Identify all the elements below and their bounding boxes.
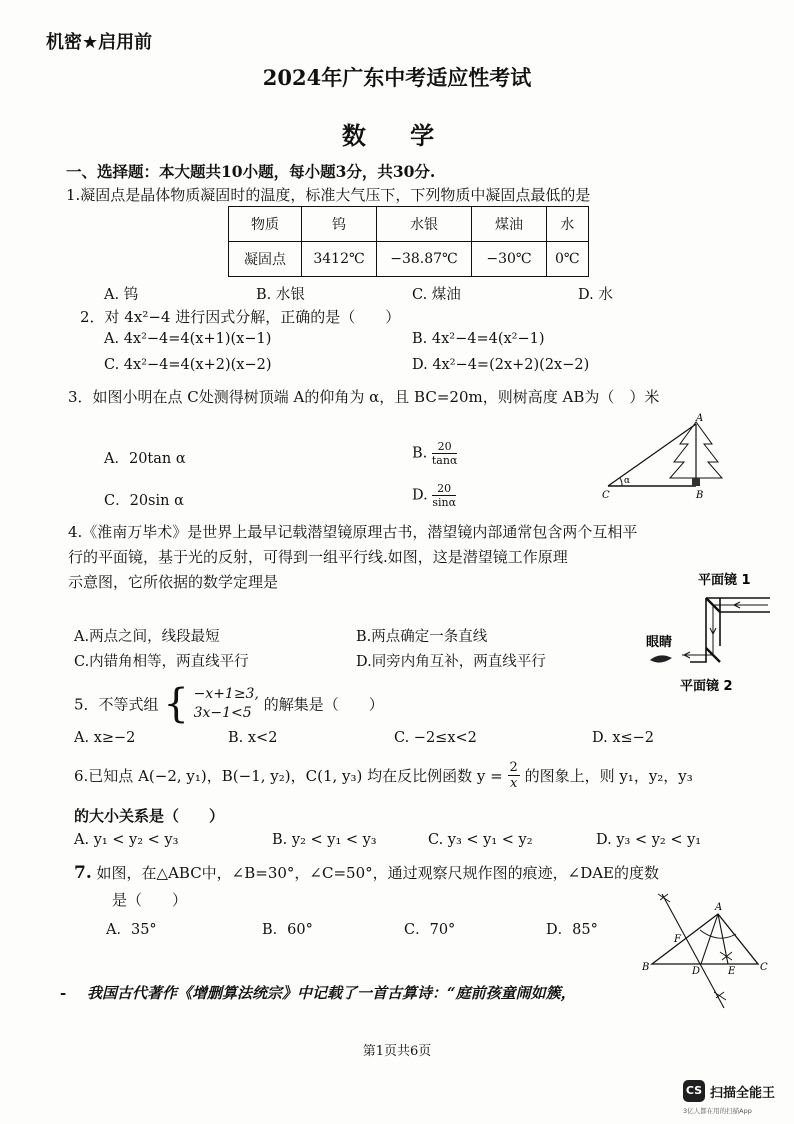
table-row bbox=[229, 242, 589, 277]
brace-icon: { bbox=[163, 681, 189, 727]
q1-option-b: B. 水银 bbox=[256, 287, 305, 303]
scanner-brand: 扫描全能王 bbox=[710, 1086, 776, 1101]
eye-label: 眼睛 bbox=[646, 635, 673, 650]
q6-option-c: C. y₃ < y₁ < y₂ bbox=[428, 832, 533, 848]
q3-option-c: C．20sin α bbox=[104, 493, 184, 509]
table-cell: 3412℃ bbox=[302, 242, 377, 277]
section-heading: 一、选择题：本大题共10小题，每小题3分，共30分. bbox=[66, 162, 436, 181]
subject-title: 数 学 bbox=[341, 121, 453, 150]
q5-inequality-1: −x+1≥3, bbox=[193, 686, 259, 702]
q6-option-b: B. y₂ < y₁ < y₃ bbox=[272, 832, 377, 848]
angle-arc bbox=[620, 478, 622, 486]
q3-option-a: A．20tan α bbox=[104, 451, 186, 467]
freezing-point-table bbox=[228, 206, 589, 277]
q3-stem: 3．如图小明在点 C处测得树顶端 A的仰角为 α，且 BC=20m，则树高度 AB为（ ）米 bbox=[68, 388, 660, 406]
q3-option-d-fraction bbox=[432, 482, 456, 509]
q3-option-b-fraction bbox=[432, 440, 458, 467]
q6-option-d: D. y₃ < y₂ < y₁ bbox=[596, 832, 702, 848]
q4-line1: 4.《淮南万毕术》是世界上最早记载潜望镜原理古书，潜望镜内部通常包含两个互相平 bbox=[68, 523, 638, 541]
q1-option-d: D. 水 bbox=[578, 287, 613, 303]
page-number: 第1页共6页 bbox=[362, 1044, 432, 1059]
q3-option-d-letter: D. bbox=[412, 487, 428, 504]
tree-angle-figure bbox=[596, 412, 726, 500]
q7-option-b: B．60° bbox=[262, 922, 313, 938]
alpha-label: α bbox=[624, 476, 631, 486]
q6-line2: 的大小关系是（ ） bbox=[74, 807, 225, 825]
q7-number: 7. bbox=[74, 863, 92, 883]
tree-trunk bbox=[692, 478, 700, 486]
table-cell: 凝固点 bbox=[229, 242, 302, 277]
table-cell: 0℃ bbox=[547, 242, 589, 277]
fraction-numerator: 20 bbox=[432, 440, 458, 454]
q4-option-c: C.内错角相等，两直线平行 bbox=[74, 654, 249, 670]
q5-inequality-2: 3x−1<5 bbox=[193, 705, 252, 721]
q2-option-a: A. 4x²−4=4(x+1)(x−1) bbox=[104, 331, 272, 347]
triangle-construction-figure bbox=[642, 890, 772, 1012]
q1-stem: 1.凝固点是晶体物质凝固时的温度，标准大气压下，下列物质中凝固点最低的是 bbox=[66, 186, 591, 204]
q6-question bbox=[74, 760, 693, 791]
point-b-label: B bbox=[642, 962, 650, 973]
point-f-label: F bbox=[674, 934, 681, 945]
point-a-label: A bbox=[715, 902, 723, 913]
q7-option-a: A．35° bbox=[106, 922, 157, 938]
table-header-cell: 水 bbox=[547, 207, 589, 242]
q7-option-d: D．85° bbox=[546, 922, 598, 938]
table-cell: −38.87℃ bbox=[377, 242, 472, 277]
point-d-label: D bbox=[692, 966, 701, 977]
q4-option-d: D.同旁内角互补，两直线平行 bbox=[356, 654, 546, 670]
mirror-1-label: 平面镜 1 bbox=[698, 573, 751, 588]
q6-fraction bbox=[508, 760, 520, 791]
q5-question bbox=[74, 681, 384, 727]
q1-option-c: C. 煤油 bbox=[412, 287, 461, 303]
point-c-label: C bbox=[760, 962, 768, 973]
triangle-abc bbox=[652, 914, 758, 964]
q5-prefix: 5．不等式组 bbox=[74, 695, 159, 714]
table-header-cell: 水银 bbox=[377, 207, 472, 242]
table-header-cell: 煤油 bbox=[472, 207, 547, 242]
q7-line2: 是（ ） bbox=[112, 891, 188, 909]
q5-suffix: 的解集是（ ） bbox=[263, 695, 384, 714]
q7-option-c: C．70° bbox=[404, 922, 456, 938]
point-a-label: A bbox=[696, 413, 704, 424]
q2-option-d: D. 4x²−4=(2x+2)(2x−2) bbox=[412, 357, 590, 373]
mirror-2-label: 平面镜 2 bbox=[680, 679, 733, 694]
arrow-icon bbox=[684, 602, 740, 658]
q6-stem-end: 的图象上，则 y₁，y₂，y₃ bbox=[524, 767, 693, 785]
q5-option-d: D. x≤−2 bbox=[592, 730, 655, 746]
q4-option-a: A.两点之间，线段最短 bbox=[74, 629, 220, 645]
q4-line2: 行的平面镜，基于光的反射，可得到一组平行线.如图，这是潜望镜工作原理 bbox=[68, 548, 568, 566]
q8-partial bbox=[60, 982, 576, 1003]
q6-stem: 6.已知点 A(−2, y₁)，B(−1, y₂)，C(1, y₃) 均在反比例函数 y = bbox=[74, 767, 503, 785]
point-b-label: B bbox=[696, 490, 704, 500]
confidential-label: 机密★启用前 bbox=[46, 32, 153, 53]
q3-option-d bbox=[412, 482, 456, 509]
point-e-label: E bbox=[728, 966, 736, 977]
scanner-tagline: 3亿人都在用的扫描App bbox=[683, 1107, 752, 1115]
periscope-tube bbox=[690, 598, 770, 662]
periscope-figure bbox=[640, 568, 780, 696]
q4-option-b: B.两点确定一条直线 bbox=[356, 629, 488, 645]
q8-dash: - bbox=[60, 984, 67, 1002]
q5-option-a: A. x≥−2 bbox=[74, 730, 136, 746]
q1-option-a: A. 钨 bbox=[104, 287, 139, 303]
q2-option-b: B. 4x²−4=4(x²−1) bbox=[412, 331, 545, 347]
q2-stem: 2．对 4x²−4 进行因式分解，正确的是（ ） bbox=[80, 308, 401, 326]
fraction-denominator: x bbox=[509, 776, 518, 791]
table-row bbox=[229, 207, 589, 242]
construction-arc bbox=[700, 930, 736, 938]
fraction-numerator: 20 bbox=[432, 482, 456, 496]
q3-option-b-letter: B. bbox=[412, 445, 428, 462]
sight-line bbox=[608, 424, 696, 486]
q7-stem-text: 如图，在△ABC中，∠B=30°，∠C=50°，通过观察尺规作图的痕迹，∠DAE的度数 bbox=[96, 864, 660, 882]
fraction-numerator: 2 bbox=[509, 760, 518, 775]
table-header-cell: 物质 bbox=[229, 207, 302, 242]
q5-option-b: B. x<2 bbox=[228, 730, 278, 746]
camscanner-logo: CS bbox=[683, 1080, 705, 1102]
q5-system bbox=[194, 685, 259, 723]
eye-icon bbox=[650, 655, 672, 662]
table-cell: −30℃ bbox=[472, 242, 547, 277]
q8-partial-text: 我国古代著作《增删算法统宗》中记载了一首古算诗：“庭前孩童闹如簇， bbox=[87, 984, 576, 1002]
q5-option-c: C. −2≤x<2 bbox=[394, 730, 477, 746]
segment-ad bbox=[701, 914, 718, 964]
q4-line3: 示意图，它所依据的数学定理是 bbox=[68, 573, 279, 591]
q3-option-b bbox=[412, 440, 457, 467]
fraction-denominator: sinα bbox=[432, 496, 457, 509]
fraction-denominator: tanα bbox=[431, 454, 458, 467]
q7-stem bbox=[74, 862, 659, 883]
q2-option-c: C. 4x²−4=4(x+2)(x−2) bbox=[104, 357, 272, 373]
point-c-label: C bbox=[602, 490, 610, 500]
table-header-cell: 钨 bbox=[302, 207, 377, 242]
q6-option-a: A. y₁ < y₂ < y₃ bbox=[74, 832, 179, 848]
exam-title: 2024年广东中考适应性考试 bbox=[262, 65, 532, 90]
